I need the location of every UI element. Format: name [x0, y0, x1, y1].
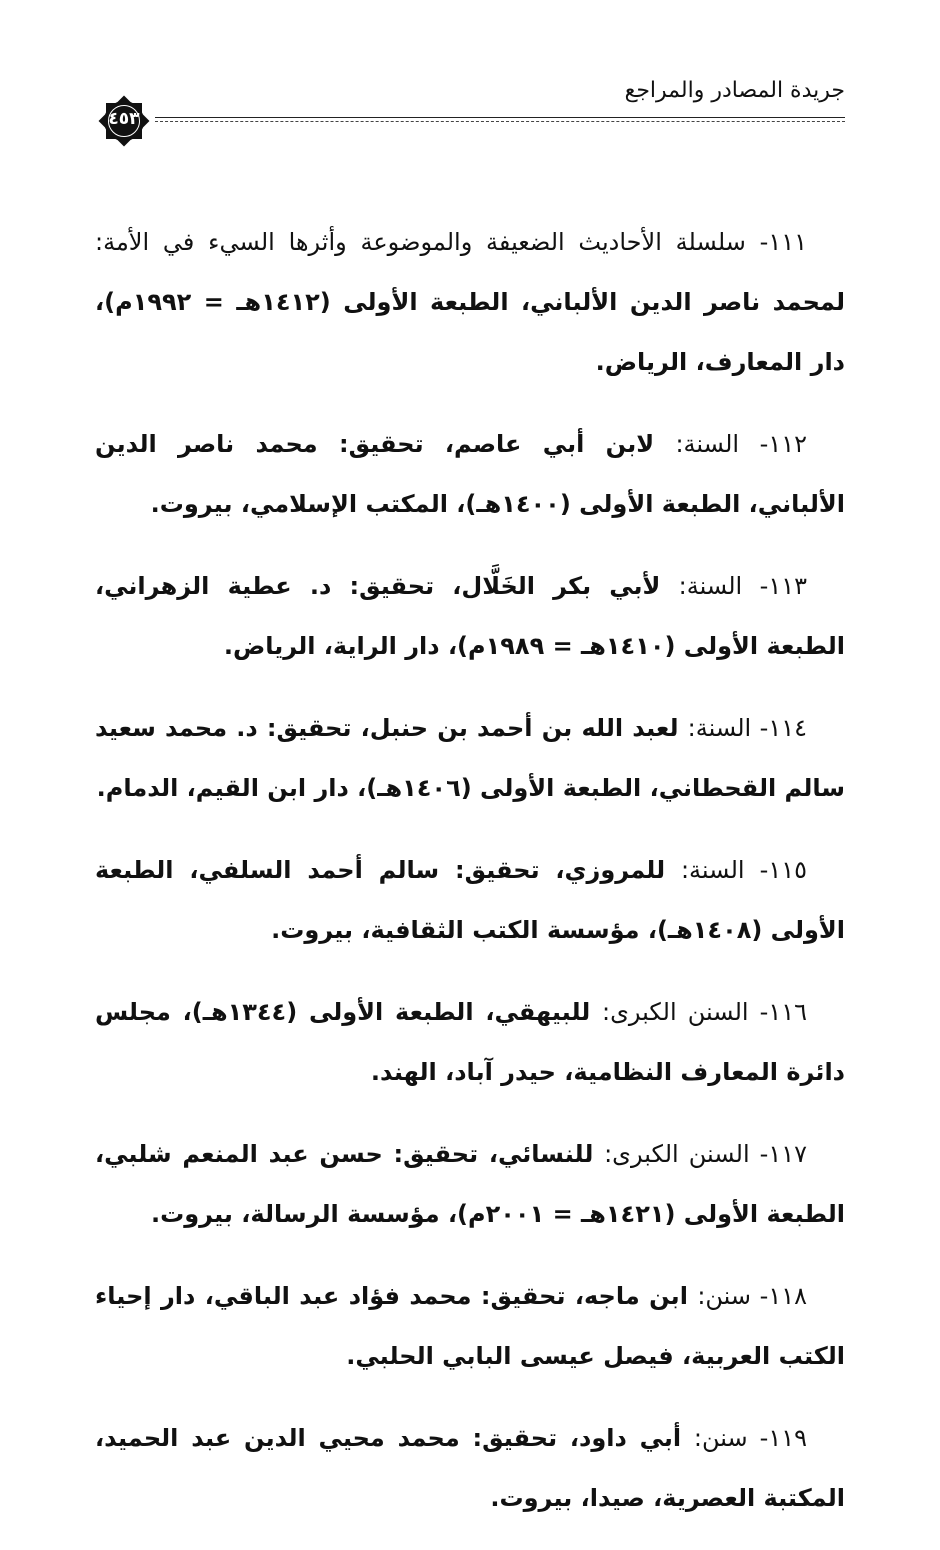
page-number-badge: [95, 92, 153, 150]
page-number: ٤٥٣: [108, 109, 140, 129]
entry-body: لمحمد ناصر الدين الألباني، الطبعة الأولى (١٤١٢هـ = ١٩٩٢م)، دار المعارف، الرياض.: [95, 288, 845, 376]
bibliography-entry: [95, 982, 845, 1102]
entry-lead: ١١١- سلسلة الأحاديث الضعيفة والموضوعة وأثرها السيء في الأمة:: [95, 228, 807, 256]
entry-body: لأبي بكر الخَلَّال، تحقيق: د. عطية الزهراني، الطبعة الأولى (١٤١٠هـ = ١٩٨٩م)، دار الراية، الرياض.: [95, 572, 845, 660]
entry-lead: ١١٣- السنة:: [678, 572, 808, 600]
entry-lead: ١١٤- السنة:: [687, 714, 808, 742]
entry-body: للنسائي، تحقيق: حسن عبد المنعم شلبي، الطبعة الأولى (١٤٢١هـ = ٢٠٠١م)، مؤسسة الرسالة، بيروت.: [95, 1140, 845, 1228]
bibliography-entry: [95, 556, 845, 676]
entry-lead: ١١٨- سنن:: [697, 1282, 808, 1310]
header-rule: [155, 117, 845, 118]
entry-body: أبي داود، تحقيق: محمد محيي الدين عبد الحميد، المكتبة العصرية، صيدا، بيروت.: [95, 1424, 845, 1512]
bibliography-entry: [95, 1408, 845, 1528]
bibliography-entry: [95, 1266, 845, 1386]
bibliography-entry: [95, 840, 845, 960]
bibliography-entry: [95, 698, 845, 818]
entry-body: لعبد الله بن أحمد بن حنبل، تحقيق: د. محمد سعيد سالم القحطاني، الطبعة الأولى (١٤٠٦هـ)، دار ابن القيم، الدمام.: [95, 714, 845, 802]
entry-body: للبيهقي، الطبعة الأولى (١٣٤٤هـ)، مجلس دائرة المعارف النظامية، حيدر آباد، الهند.: [95, 998, 845, 1086]
bibliography-entry: [95, 212, 845, 392]
entry-lead: ١١٦- السنن الكبرى:: [602, 998, 807, 1026]
entry-lead: ١١٩- سنن:: [693, 1424, 807, 1452]
running-header-title: جريدة المصادر والمراجع: [624, 78, 845, 103]
bibliography-entry: [95, 1124, 845, 1244]
entry-lead: ١١٥- السنة:: [680, 856, 808, 884]
entry-lead: ١١٢- السنة:: [675, 430, 807, 458]
entry-body: للمروزي، تحقيق: سالم أحمد السلفي، الطبعة الأولى (١٤٠٨هـ)، مؤسسة الكتب الثقافية، بيروت.: [95, 856, 845, 944]
bibliography-entry: [95, 414, 845, 534]
entry-body: لابن أبي عاصم، تحقيق: محمد ناصر الدين الألباني، الطبعة الأولى (١٤٠٠هـ)، المكتب الإسلامي، بيروت.: [95, 430, 845, 518]
entry-body: ابن ماجه، تحقيق: محمد فؤاد عبد الباقي، دار إحياء الكتب العربية، فيصل عيسى البابي الحلبي.: [95, 1282, 845, 1370]
header-rule-dashed: [155, 121, 845, 122]
entry-lead: ١١٧- السنن الكبرى:: [604, 1140, 807, 1168]
page-header: [95, 60, 845, 140]
bibliography-list: [95, 212, 845, 1550]
